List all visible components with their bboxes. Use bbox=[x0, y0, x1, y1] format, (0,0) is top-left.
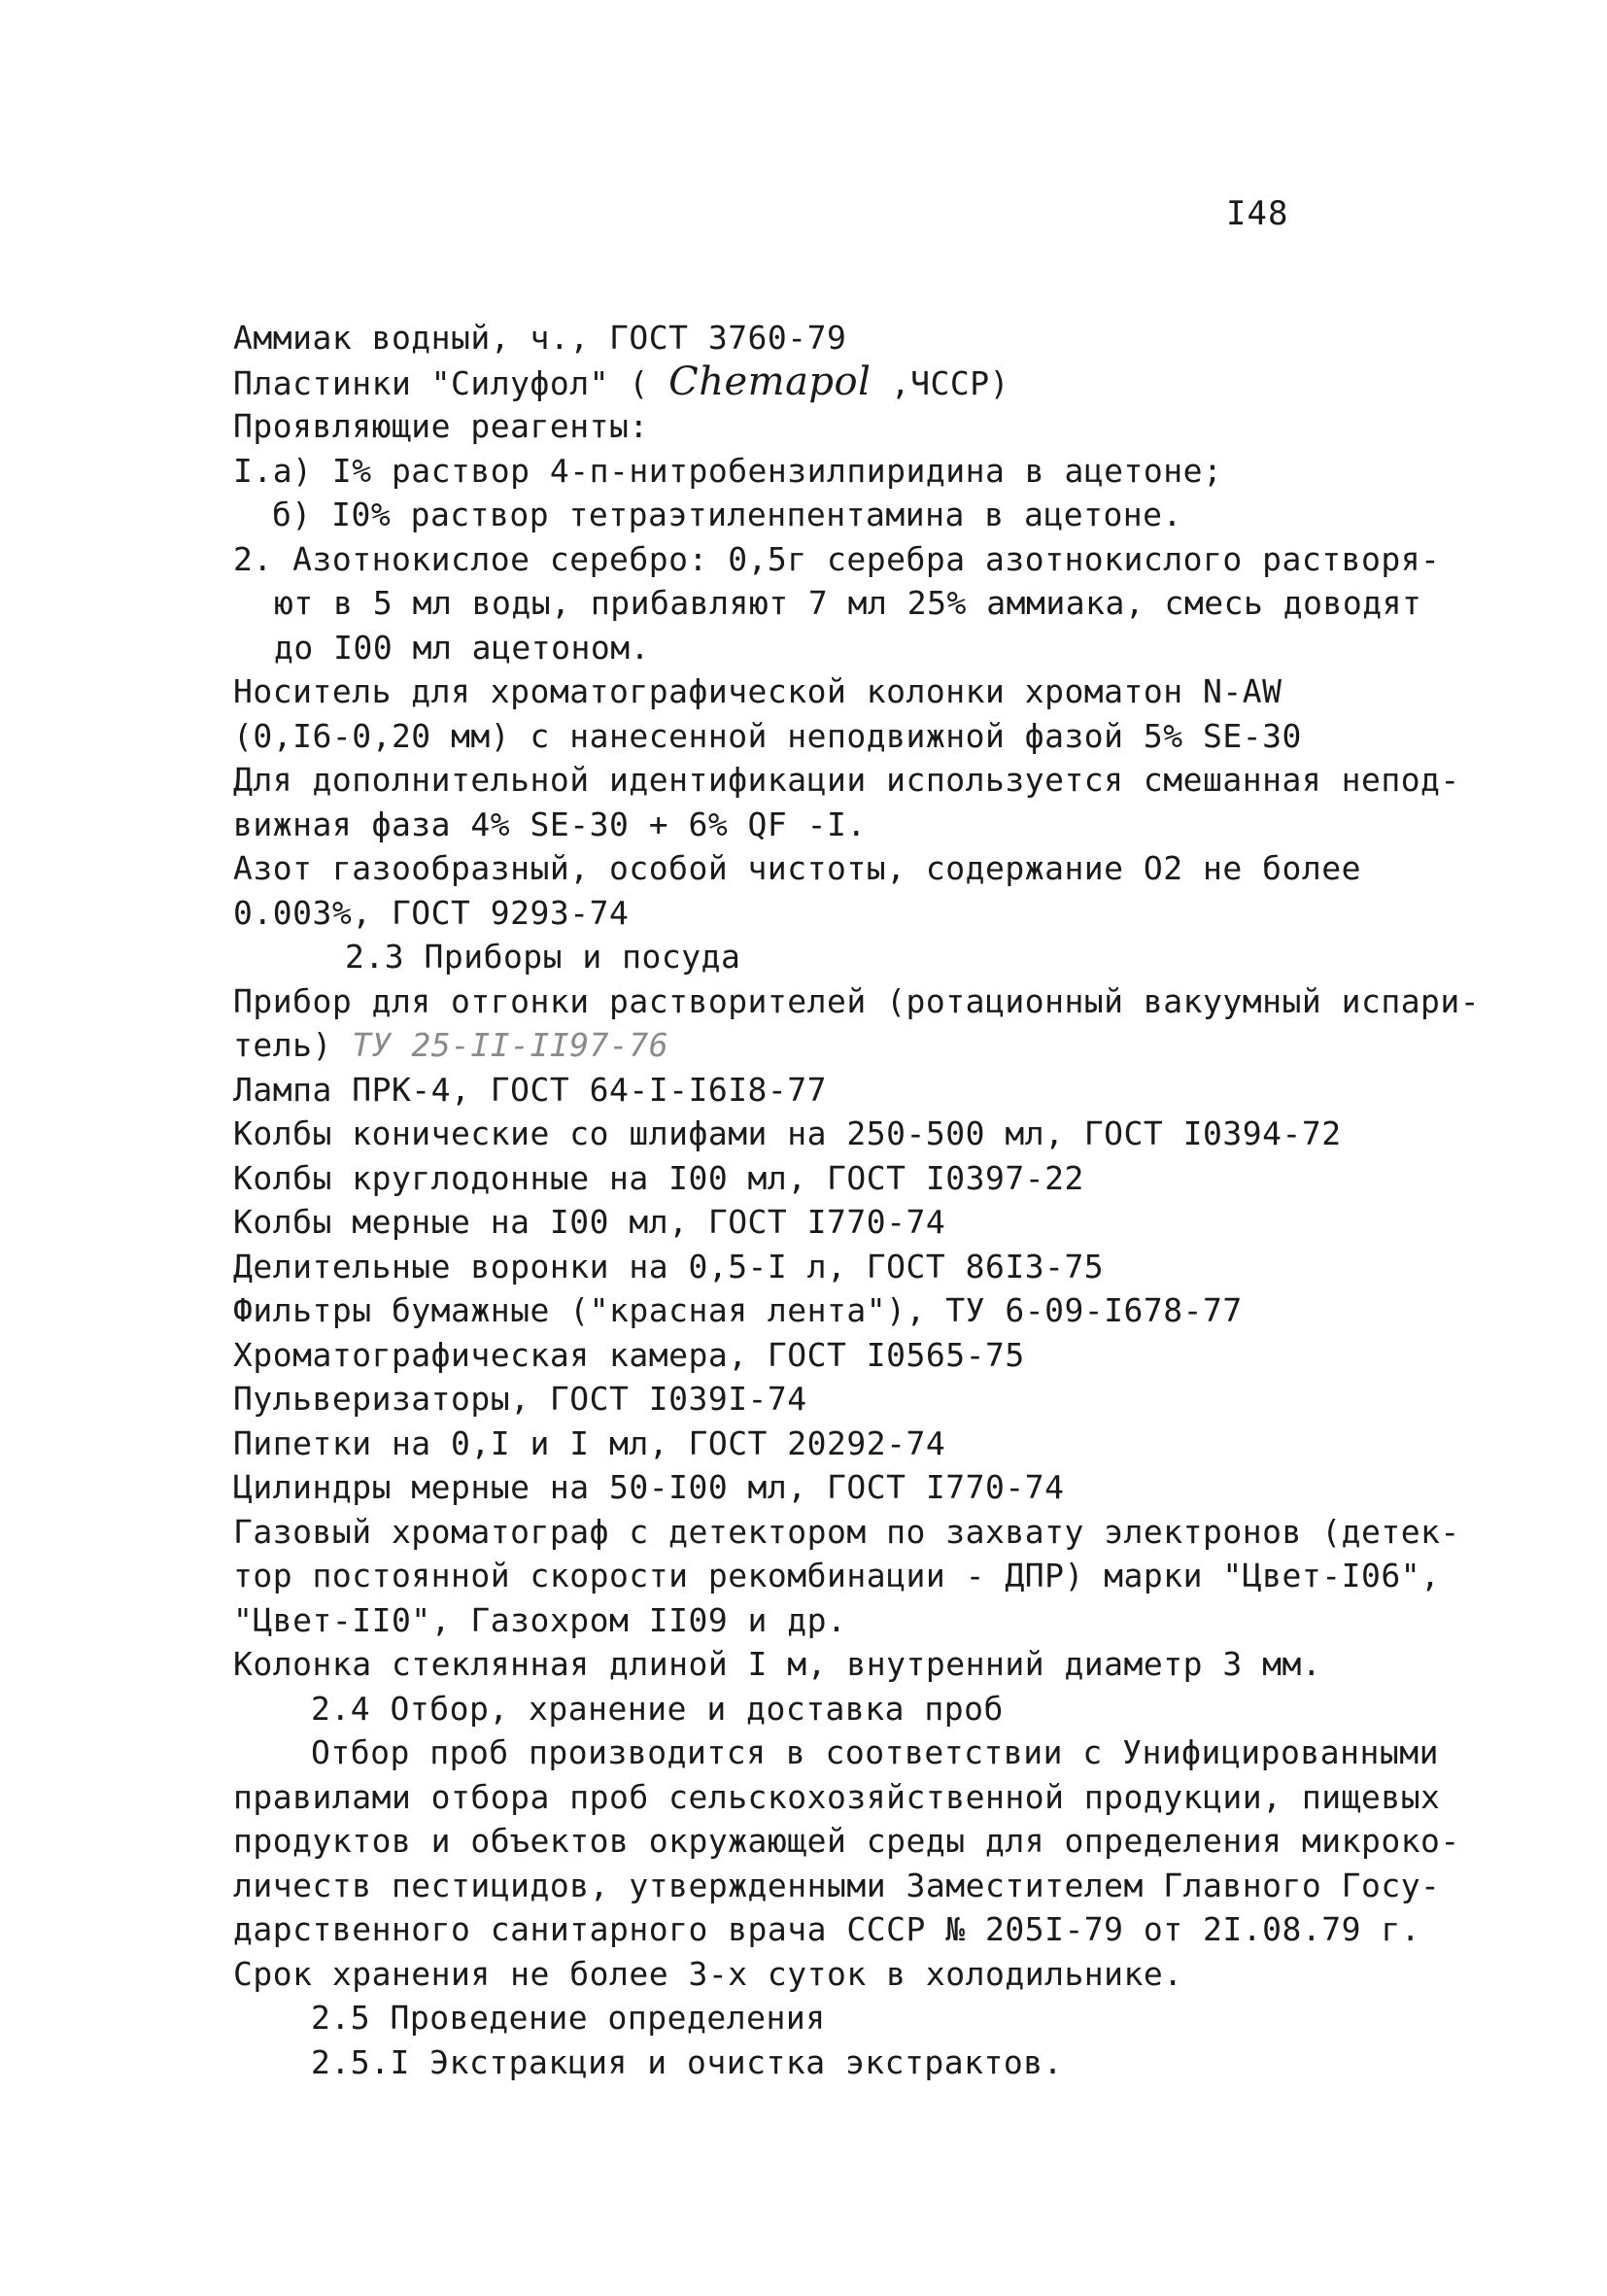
text-line: 0.003%, ГОСТ 9293-74 bbox=[233, 894, 630, 932]
section-heading: 2.5.I Экстракция и очистка экстрактов. bbox=[311, 2043, 1063, 2081]
text-line: I.а) I% раствор 4-п-нитробензилпиридина в ацетоне; bbox=[233, 452, 1223, 490]
text-line: до I00 мл ацетоном. bbox=[274, 629, 650, 667]
text-segment: тель) bbox=[233, 1026, 353, 1064]
page-number: I48 bbox=[1226, 194, 1289, 233]
section-heading: 2.5 Проведение определения bbox=[311, 1999, 826, 2037]
text-line: Колбы круглодонные на I00 мл, ГОСТ I0397-22 bbox=[233, 1159, 1084, 1197]
text-line: Для дополнительной идентификации используется смешанная непод- bbox=[233, 761, 1460, 799]
text-line: продуктов и объектов окружающей среды для определения микроко- bbox=[233, 1822, 1460, 1860]
text-line: Газовый хроматограф с детектором по захвату электронов (детек- bbox=[233, 1513, 1460, 1551]
text-line: ют в 5 мл воды, прибавляют 7 мл 25% аммиака, смесь доводят bbox=[274, 584, 1422, 622]
text-line: правилами отбора проб сельскохозяйственной продукции, пищевых bbox=[233, 1778, 1441, 1816]
text-line: "Цвет-II0", Газохром II09 и др. bbox=[233, 1601, 847, 1639]
text-line: Пипетки на 0,I и I мл, ГОСТ 20292-74 bbox=[233, 1424, 946, 1462]
text-line: Колбы мерные на I00 мл, ГОСТ I770-74 bbox=[233, 1203, 946, 1241]
text-line: вижная фаза 4% SE-30 + 6% QF -I. bbox=[233, 805, 867, 843]
text-line: тор постоянной скорости рекомбинации - ДПР) марки "Цвет-I06", bbox=[233, 1557, 1441, 1594]
text-line: (0,I6-0,20 мм) с нанесенной неподвижной фазой 5% SE-30 bbox=[233, 717, 1302, 755]
text-segment: ,ЧССР) bbox=[871, 364, 1009, 402]
text-line: Прибор для отгонки растворителей (ротационный вакуумный испари- bbox=[233, 982, 1481, 1020]
text-line: Фильтры бумажные ("красная лента"), ТУ 6-09-I678-77 bbox=[233, 1291, 1243, 1329]
text-line: 2. Азотнокислое серебро: 0,5г серебра азотнокислого растворя- bbox=[233, 540, 1441, 578]
text-line: Носитель для хроматографической колонки хроматон N-AW bbox=[233, 672, 1282, 710]
text-line: Делительные воронки на 0,5-I л, ГОСТ 86I3-75 bbox=[233, 1248, 1105, 1285]
text-line: личеств пестицидов, утвержденными Заместителем Главного Госу- bbox=[233, 1867, 1441, 1904]
text-line: Отбор проб производится в соответствии с Унифицированными bbox=[311, 1733, 1439, 1771]
text-line: Пульверизаторы, ГОСТ I039I-74 bbox=[233, 1380, 807, 1418]
text-line: Цилиндры мерные на 50-I00 мл, ГОСТ I770-74 bbox=[233, 1468, 1065, 1506]
text-line: Азот газообразный, особой чистоты, содержание O2 не более bbox=[233, 849, 1361, 887]
text-line: Проявляющие реагенты: bbox=[233, 407, 649, 445]
text-line: Срок хранения не более 3-х суток в холодильнике. bbox=[233, 1955, 1183, 1993]
section-heading: 2.4 Отбор, хранение и доставка проб bbox=[311, 1690, 1004, 1728]
text-segment: Пластинки "Силуфол" ( bbox=[233, 364, 669, 402]
handwritten-word: Chemapol bbox=[668, 360, 872, 404]
faint-code: ТУ 25-II-II97-76 bbox=[352, 1026, 669, 1064]
text-line: дарственного санитарного врача СССР № 205I-79 от 2I.08.79 г. bbox=[233, 1910, 1421, 1948]
section-heading: 2.3 Приборы и посуда bbox=[345, 938, 741, 976]
text-line bbox=[233, 360, 1009, 406]
text-line bbox=[233, 1023, 668, 1068]
text-line: Хроматографическая камера, ГОСТ I0565-75 bbox=[233, 1336, 1025, 1374]
text-line: Колбы конические со шлифами на 250-500 мл, ГОСТ I0394-72 bbox=[233, 1114, 1342, 1152]
text-line: Аммиак водный, ч., ГОСТ 3760-79 bbox=[233, 319, 847, 357]
text-line: Колонка стеклянная длиной I м, внутренний диаметр 3 мм. bbox=[233, 1645, 1322, 1683]
text-line: Лампа ПРК-4, ГОСТ 64-I-I6I8-77 bbox=[233, 1071, 828, 1109]
text-line: б) I0% раствор тетраэтиленпентамина в ацетоне. bbox=[272, 496, 1182, 533]
